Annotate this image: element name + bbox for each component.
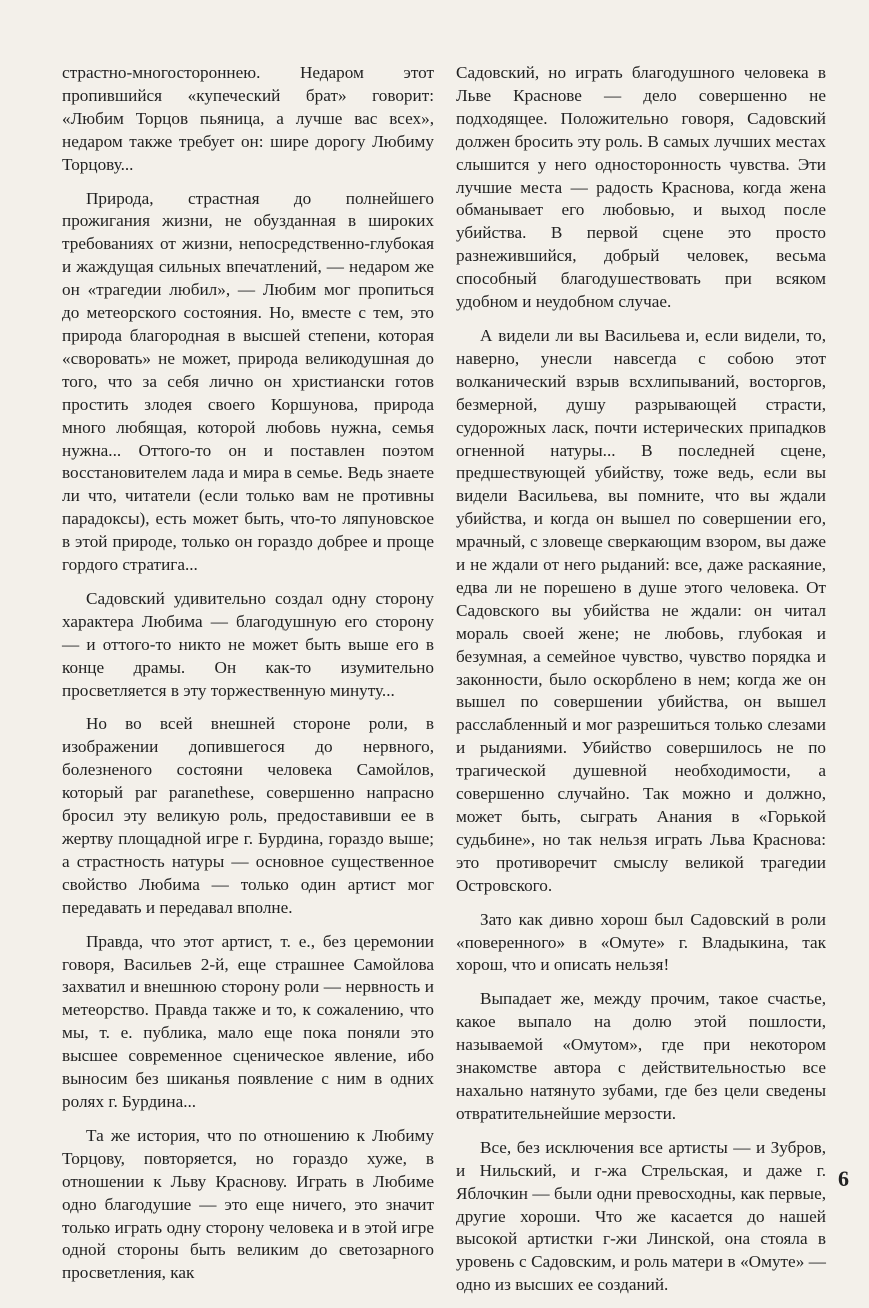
paragraph: Выпадает же, между прочим, такое счастье, какое выпало на долю этой пошлости, называемой «Омутом», где при некотором знакомстве автора с действительностью все нахально натянуто зубами, где без цели сведены отвратительнейшие мерзости. <box>456 989 826 1123</box>
left-text-column <box>62 62 434 1296</box>
paragraph: Зато как дивно хорош был Садовский в роли «поверенного» в «Омуте» г. Владыкина, так хорош, что и описать нельзя! <box>456 909 826 975</box>
paragraph: Все, без исключения все артисты — и Зубров, и Нильский, и г-жа Стрельская, и даже г. Яблочкин — были одни превосходны, как первые, другие хороши. Что же касается до нашей высокой артистки г-жи Линской, она стояла в уровень с Садовским, и роль матери в «Омуте» — одно из высших ее созданий. <box>456 1137 826 1295</box>
paragraph: страстно-многостороннею. Недаром этот пропившийся «купеческий брат» говорит: «Любим Торцов пьяница, а лучше вас всех», недаром также требует он: шире дорогу Любиму Торцову... <box>62 63 434 174</box>
paragraph: Природа, страстная до полнейшего прожигания жизни, не обузданная в широких требованиях от жизни, непосредственно-глубокая и жаждущая сильных впечатлений, — недаром же он «трагедии любил», — Любим мог пропиться до метеорского состояния. Но, вместе с тем, это природа благородная в высшей степени, которая «своровать» не может, природа великодушная до того, что за себя лично он христиански готов простить злодея своего Коршунова, природа много любящая, которой любовь нужна, семья нужна... Оттого-то он и поставлен поэтом восстановителем лада и мира в семье. Ведь знаете ли что, читатели (если только вам не противны парадоксы), есть может быть, что-то ляпуновское в этой природе, только он гораздо добрее и проще гордого стратига... <box>62 188 434 575</box>
paragraph: Та же история, что по отношению к Любиму Торцову, повторяется, но гораздо хуже, в отношении к Льву Краснову. Играть в Любиме одно благодушие — это еще ничего, это значит только играть одну сторону человека и в этой игре одной стороны быть великим до светозарного просветления, как <box>62 1125 434 1283</box>
paragraph: Но во всей внешней стороне роли, в изображении допившегося до нервного, болезненого состояни человека Самойлов, который par paranethese, совершенно напрасно бросил эту великую роль, предоставивши ее в жертву площадной игре г. Бурдина, гораздо выше; а страстность натуры — основное существенное свойство Любима — только один артист мог передавать и передавал вполне. <box>62 714 434 917</box>
right-text-column <box>456 62 826 1308</box>
paragraph: Садовский удивительно создал одну сторону характера Любима — благодушную его сторону — и оттого-то никто не может быть выше его в конце драмы. Он как-то изумительно просветляется в эту торжественную минуту... <box>62 588 434 700</box>
paragraph: А видели ли вы Васильева и, если видели, то, наверно, унесли навсегда с собою этот волканический взрыв всхлипываний, восторгов, безмерной, душу разрывающей страсти, судорожных ласк, почти истерических припадков огненной натуры... В последней сцене, предшествующей убийству, тоже ведь, если вы видели Васильева, вы помните, что вы ждали убийства, и когда он вышел по совершении его, мрачный, с зловеще сверкающим взором, вы даже и не ждали от него рыданий: все, даже раскаяние, едва ли не порешено в душе этого человека. От Садовского вы убийства не ждали: он читал мораль своей жене; не любовь, глубокая и безумная, а семейное чувство, чувство порядка и законности, было оскорблено в нем; когда же он вышел по совершении убийства, он вышел расслабленный и мог разрешиться только слезами и рыданиями. Убийство совершилось не по трагической душевной необходимости, а совершенно случайно. Так можно и должно, может быть, сыграть Анания в «Горькой судьбине», но так нельзя играть Льва Краснова: это противоречит смыслу великой трагедии Островского. <box>456 325 826 895</box>
paragraph: Садовский, но играть благодушного человека в Льве Краснове — дело совершенно не подходящее. Положительно говоря, Садовский должен бросить эту роль. В самых лучших местах слышится у него односторонность чувства. Эти лучшие места — радость Краснова, когда жена обманывает его любовью, и выход после убийства. В первой сцене это просто разнежившийся, добрый человек, весьма способный благодушествовать при всяком удобном и неудобном случае. <box>456 63 826 312</box>
paragraph: Правда, что этот артист, т. е., без церемонии говоря, Васильев 2-й, еще страшнее Самойлова захватил и внешнюю сторону роли — нервность и метеорство. Правда также и то, к сожалению, что мы, т. е. публика, мало еще пока поняли это высшее современное сценическое явление, ибо выносим без шиканья появление с ним в одних ролях г. Бурдина... <box>62 931 434 1111</box>
page-number: 6 <box>838 1166 849 1191</box>
